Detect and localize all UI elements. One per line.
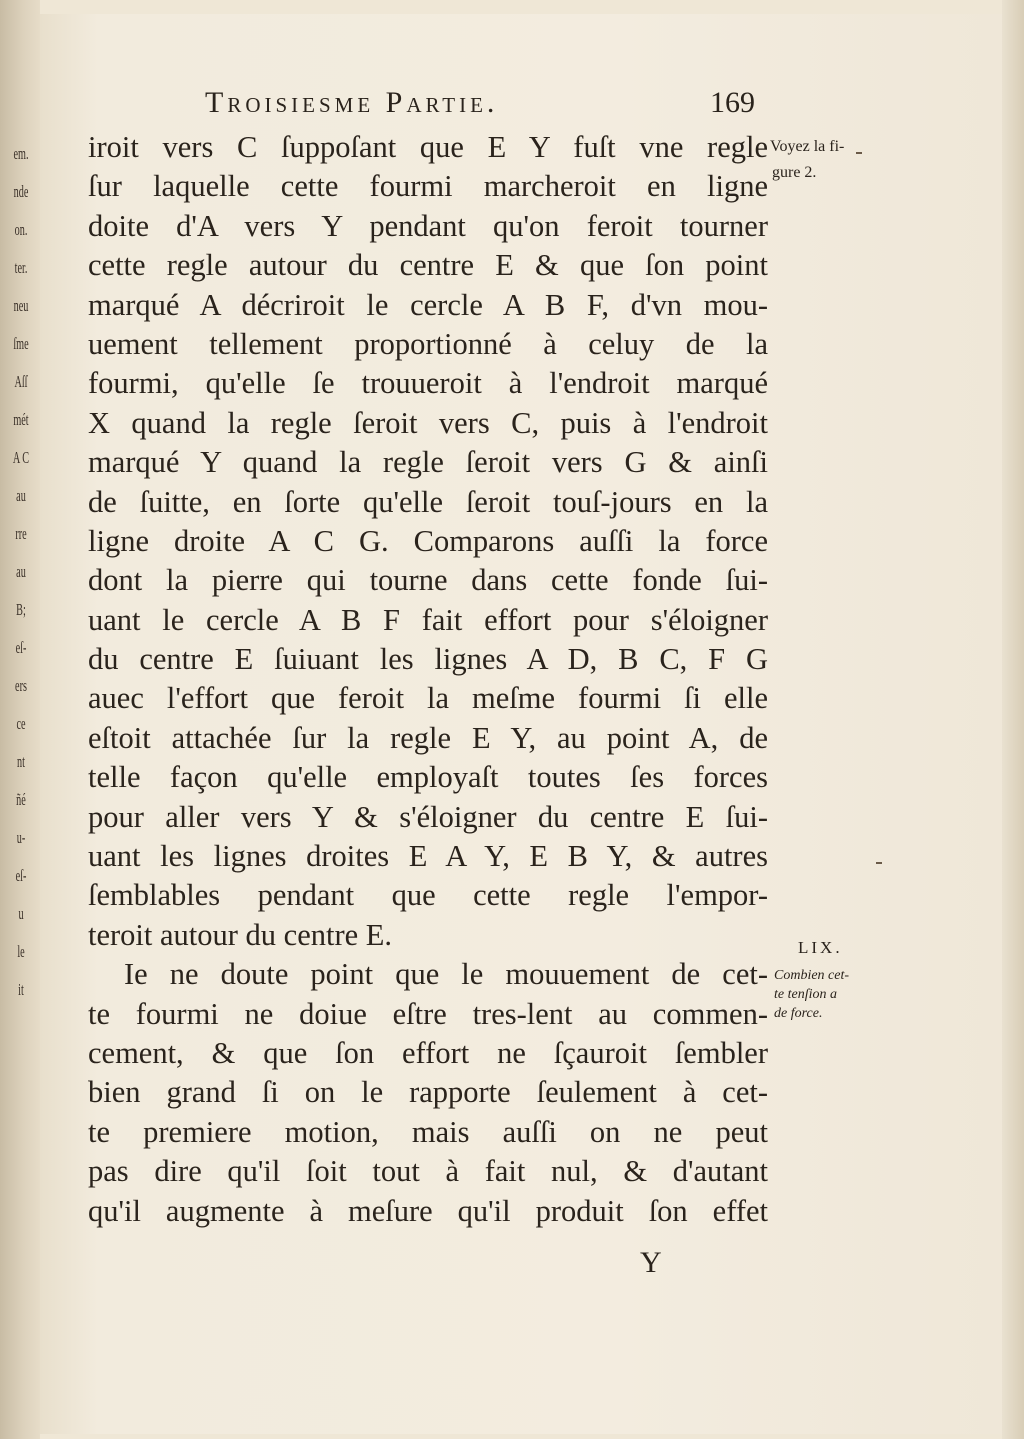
facing-page-fragment: ce — [16, 714, 26, 733]
facing-page-fragment: au — [16, 562, 26, 581]
margin-note-figure-ref — [770, 134, 880, 186]
text-line: doite d'A vers Y pendant qu'on feroit tourner — [88, 208, 768, 243]
facing-page-fragment: nt — [17, 752, 25, 771]
facing-page-fragment: A C — [12, 448, 30, 467]
facing-page-fragment: B; — [16, 600, 26, 619]
facing-page-fragment: it — [18, 980, 24, 999]
running-head — [205, 86, 765, 120]
text-line: marqué A décriroit le cercle A B F, d'vn mou- — [88, 287, 768, 322]
text-line: ſemblables pendant que cette regle l'empor- — [88, 878, 768, 913]
body-text — [88, 128, 768, 1231]
text-line: cette regle autour du centre E & que ſon point — [88, 248, 768, 283]
page-edge — [1002, 0, 1024, 1439]
facing-page-fragment: le — [17, 942, 25, 961]
facing-page-fragment: eſ- — [15, 866, 27, 885]
text-line: qu'il augmente à meſure qu'il produit ſon effet — [88, 1193, 768, 1228]
facing-page-fragment: ſme — [13, 334, 29, 353]
text-line: Ie ne doute point que le mouuement de cet- — [124, 957, 768, 992]
text-line: de ſuitte, en ſorte qu'elle ſeroit touſ-jours en la — [88, 484, 768, 519]
margin-section-number: LIX. — [798, 938, 843, 957]
text-line: iroit vers C ſuppoſant que E Y fuſt vne regle — [88, 130, 768, 164]
text-line: pas dire qu'il ſoit tout à fait nul, & d'autant — [88, 1154, 768, 1189]
facing-page-fragments — [11, 135, 31, 1009]
facing-page-fragment: au — [16, 486, 26, 505]
facing-page-fragment: ñé — [16, 790, 26, 809]
facing-page-fragment: em. — [13, 144, 29, 163]
text-line: uement tellement proportionné à celuy de la — [88, 326, 768, 361]
text-line: cement, & que ſon effort ne ſçauroit ſembler — [88, 1035, 768, 1070]
text-line: bien grand ſi on le rapporte ſeulement à cet- — [88, 1075, 768, 1110]
margin-note-line: de force. — [774, 1006, 823, 1021]
text-line: eſtoit attachée ſur la regle E Y, au point A, de — [88, 720, 768, 755]
margin-section-title — [774, 966, 884, 1023]
margin-note-line: gure 2. — [772, 164, 817, 181]
margin-note-line: Voyez la fi- — [770, 138, 845, 155]
text-line: teroit autour du centre E. — [88, 917, 393, 952]
running-head-title: Troisiesme Partie. — [205, 86, 499, 119]
facing-page-fragment: ers — [15, 676, 27, 695]
text-line: pour aller vers Y & s'éloigner du centre E ſui- — [88, 799, 768, 834]
margin-note-line: te tenſion a — [774, 987, 837, 1002]
text-line: X quand la regle ſeroit vers C, puis à l'endroit — [88, 405, 768, 440]
text-line: te fourmi ne doiue eſtre tres-lent au commen- — [88, 996, 768, 1031]
catchword: Y — [640, 1246, 662, 1279]
facing-page-margin — [0, 0, 40, 1439]
facing-page-fragment: neu — [13, 296, 29, 315]
facing-page-fragment: ter. — [14, 258, 28, 277]
facing-page-fragment: on. — [14, 220, 28, 239]
facing-page-fragment: eſ- — [15, 638, 27, 657]
text-line: uant les lignes droites E A Y, E B Y, & autres — [88, 839, 768, 874]
margin-note-line: Combien cet- — [774, 968, 850, 983]
facing-page-fragment: Aſſ — [14, 372, 28, 391]
facing-page-fragment: nde — [13, 182, 29, 201]
ink-mark — [856, 152, 862, 154]
facing-page-fragment: mét — [13, 410, 29, 429]
text-line: ligne droite A C G. Comparons auſſi la force — [88, 523, 768, 558]
text-line: ſur laquelle cette fourmi marcheroit en ligne — [88, 169, 768, 204]
facing-page-fragment: rre — [15, 524, 27, 543]
text-line: du centre E ſuiuant les lignes A D, B C, F G — [88, 642, 768, 677]
text-line: marqué Y quand la regle ſeroit vers G & ainſi — [88, 445, 768, 480]
text-line: auec l'effort que feroit la meſme fourmi ſi elle — [88, 681, 768, 716]
text-line: te premiere motion, mais auſſi on ne peut — [88, 1114, 768, 1149]
text-line: fourmi, qu'elle ſe trouueroit à l'endroit marqué — [88, 366, 768, 401]
facing-page-fragment: u — [18, 904, 24, 923]
page-number: 169 — [710, 86, 755, 119]
text-line: telle façon qu'elle employaſt toutes ſes forces — [88, 760, 768, 795]
ink-mark — [876, 862, 882, 864]
text-line: uant le cercle A B F fait effort pour s'éloigner — [88, 602, 768, 637]
text-line: dont la pierre qui tourne dans cette fonde ſui- — [88, 563, 768, 598]
facing-page-fragment: u- — [16, 828, 26, 847]
